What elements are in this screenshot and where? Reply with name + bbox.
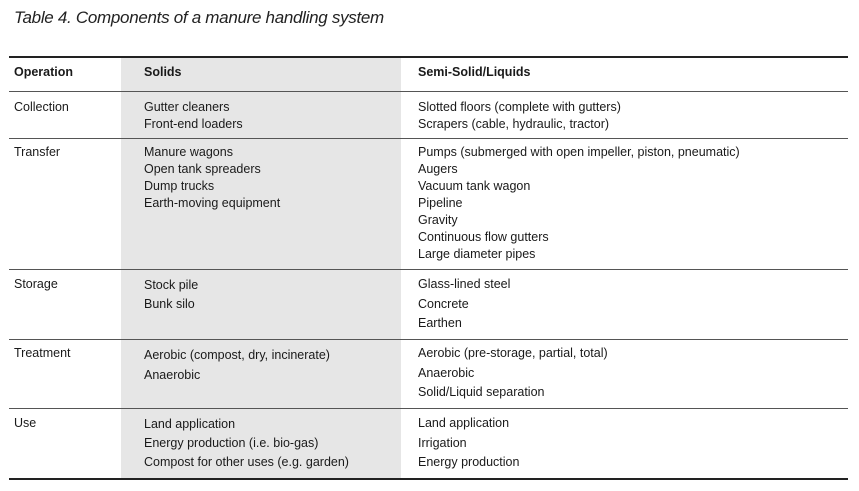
row-liquids-storage — [418, 275, 510, 334]
list-item: Aerobic (compost, dry, incinerate) — [144, 348, 330, 362]
list-item: Dump trucks — [144, 179, 215, 193]
list-item: Irrigation — [418, 435, 467, 450]
list-item: Large diameter pipes — [418, 247, 536, 261]
list-item: Pumps (submerged with open impeller, piston, pneumatic) — [418, 145, 740, 159]
list-item: Manure wagons — [144, 145, 233, 159]
row-operation-storage: Storage — [14, 277, 58, 291]
list-item: Energy production (i.e. bio-gas) — [144, 436, 319, 450]
row-liquids-transfer — [418, 144, 740, 263]
header-operation: Operation — [14, 65, 74, 79]
row-liquids-use — [418, 414, 519, 473]
row-rule-treatment — [9, 408, 848, 409]
list-item: Land application — [418, 416, 510, 430]
list-item: Earth-moving equipment — [144, 196, 281, 210]
row-operation-use: Use — [14, 416, 37, 430]
list-item: Stock pile — [144, 278, 199, 292]
row-solids-use — [144, 415, 349, 472]
list-item: Slotted floors (complete with gutters) — [418, 100, 621, 114]
header-solids: Solids — [144, 65, 182, 79]
row-operation-collection: Collection — [14, 100, 69, 114]
list-item: Aerobic (pre-storage, partial, total) — [418, 346, 608, 360]
list-item: Augers — [418, 162, 458, 176]
table-caption — [14, 8, 384, 28]
row-operation-transfer: Transfer — [14, 145, 61, 159]
components-table — [9, 56, 848, 480]
table-title: Components of a manure handling system — [75, 8, 384, 27]
list-item: Concrete — [418, 296, 469, 311]
list-item: Energy production — [418, 455, 520, 469]
list-item: Pipeline — [418, 196, 463, 210]
list-item: Gutter cleaners — [144, 100, 230, 114]
header-liquids: Semi-Solid/Liquids — [418, 65, 531, 79]
row-solids-treatment — [144, 345, 330, 385]
top-rule — [9, 56, 848, 58]
list-item: Solid/Liquid separation — [418, 385, 545, 399]
list-item: Anaerobic — [418, 365, 475, 380]
list-item: Earthen — [418, 316, 462, 330]
row-rule-transfer — [9, 269, 848, 270]
row-liquids-treatment — [418, 344, 608, 403]
list-item: Gravity — [418, 213, 458, 227]
bottom-rule — [9, 478, 848, 480]
row-rule-collection — [9, 138, 848, 139]
list-item: Vacuum tank wagon — [418, 179, 531, 193]
list-item: Continuous flow gutters — [418, 230, 549, 244]
row-solids-transfer — [144, 144, 280, 212]
list-item: Glass-lined steel — [418, 277, 511, 291]
table-number: Table 4. — [14, 8, 72, 27]
row-solids-collection — [144, 99, 243, 133]
list-item: Bunk silo — [144, 297, 195, 311]
list-item: Compost for other uses (e.g. garden) — [144, 455, 349, 469]
list-item: Open tank spreaders — [144, 162, 261, 176]
list-item: Front-end loaders — [144, 117, 243, 131]
row-solids-storage — [144, 276, 198, 314]
row-liquids-collection — [418, 99, 621, 133]
header-rule — [9, 91, 848, 92]
list-item: Scrapers (cable, hydraulic, tractor) — [418, 117, 610, 131]
row-operation-treatment: Treatment — [14, 346, 71, 360]
list-item: Anaerobic — [144, 368, 201, 382]
row-rule-storage — [9, 339, 848, 340]
list-item: Land application — [144, 417, 236, 431]
